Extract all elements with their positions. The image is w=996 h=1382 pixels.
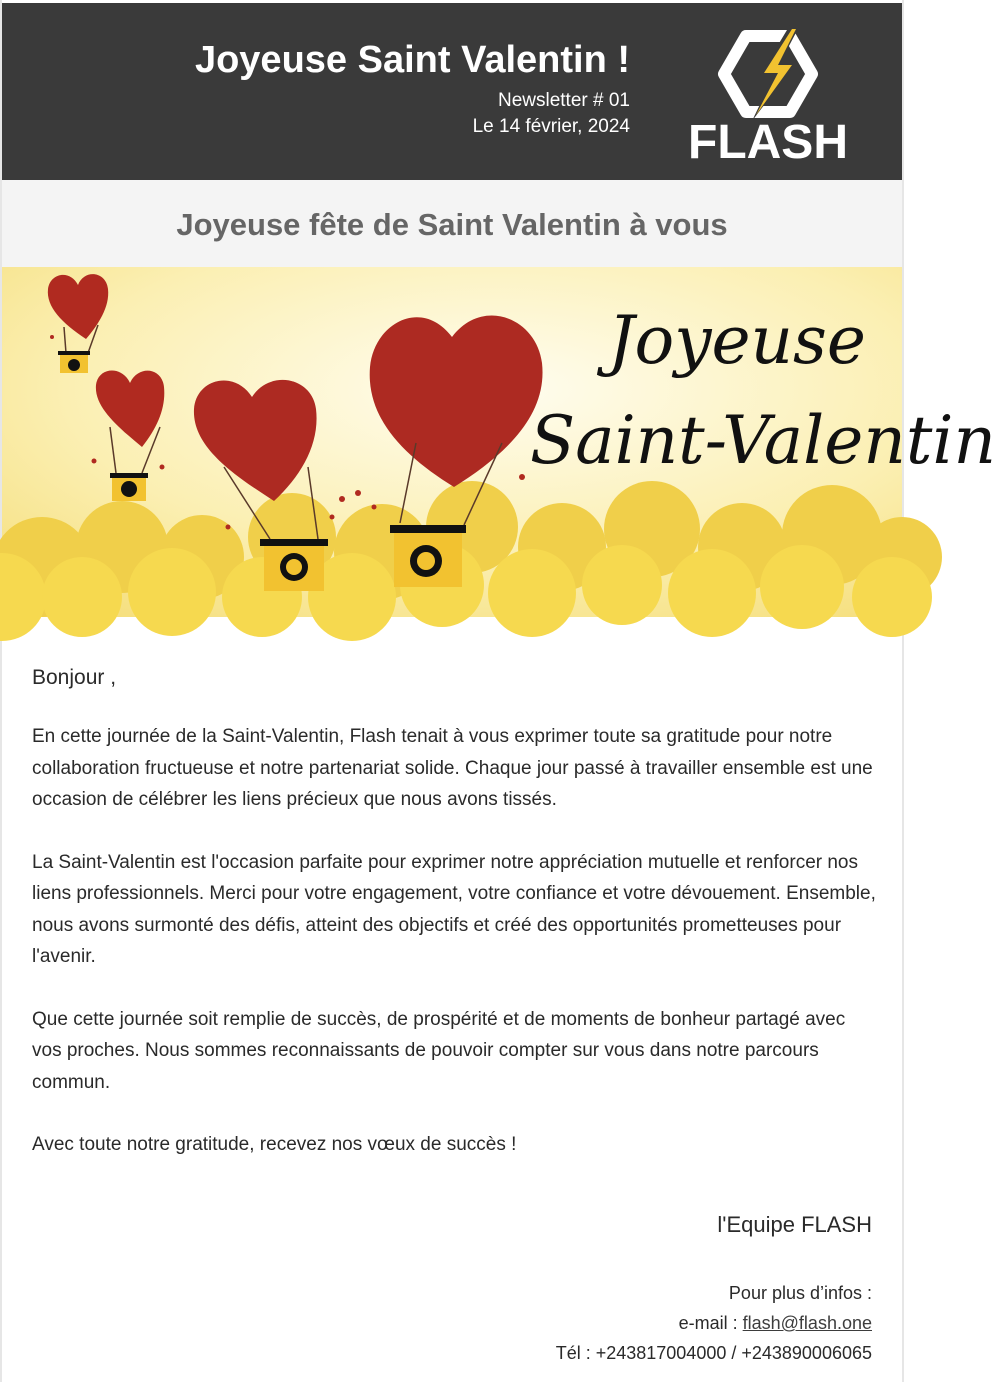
contact-block [556, 1278, 872, 1368]
banner-line-2: Saint-Valentin [530, 402, 996, 479]
subtitle: Joyeuse fête de Saint Valentin à vous [176, 207, 728, 242]
message-body [32, 666, 878, 1192]
paragraph-4: Avec toute notre gratitude, recevez nos vœux de succès ! [32, 1134, 517, 1155]
logo-wordmark: FLASH [688, 116, 848, 169]
newsletter-number: Newsletter # 01 [497, 90, 630, 111]
header-meta [473, 88, 630, 140]
paragraph-1: En cette journée de la Saint-Valentin, Flash tenait à vous exprimer toute sa gratitude pour notre collaboration fructueuse et notre partenariat solide. Chaque jour passé à travailler ensemble est une occasion de célébrer les liens précieux que nous avons tissés. [32, 726, 873, 810]
contact-heading: Pour plus d’infos : [728, 1283, 872, 1303]
newsletter-date: Le 14 février, 2024 [472, 116, 630, 137]
valentine-banner [2, 267, 996, 617]
greeting: Bonjour , [32, 666, 117, 689]
banner-line-1: Joyeuse [608, 302, 866, 379]
contact-phone: Tél : +243817004000 / +243890006065 [555, 1343, 872, 1363]
email-link[interactable]: flash@flash.one [742, 1313, 872, 1333]
email-label: e-mail : [678, 1313, 738, 1333]
right-border [902, 0, 904, 1382]
header-title: Joyeuse Saint Valentin ! [194, 39, 630, 81]
signature: l'Equipe FLASH [717, 1212, 872, 1237]
paragraph-3: Que cette journée soit remplie de succès, de prospérité et de moments de bonheur partagé avec vos proches. Nous sommes reconnaissants de pouvoir compter sur vous dans notre parcours commun. [32, 1008, 846, 1093]
newsletter-header [2, 3, 902, 180]
paragraph-2: La Saint-Valentin est l'occasion parfaite pour exprimer notre appréciation mutuelle et renforcer nos liens professionnels. Merci pour votre engagement, votre confiance et votre dévouement. Ensemble, nous avons surmonté des défis, atteint des objectifs et créé des opportunités prometteuses pour l'avenir. [32, 851, 876, 967]
subtitle-band [2, 180, 902, 267]
contact-email-row [556, 1308, 872, 1338]
flash-logo [686, 23, 850, 169]
